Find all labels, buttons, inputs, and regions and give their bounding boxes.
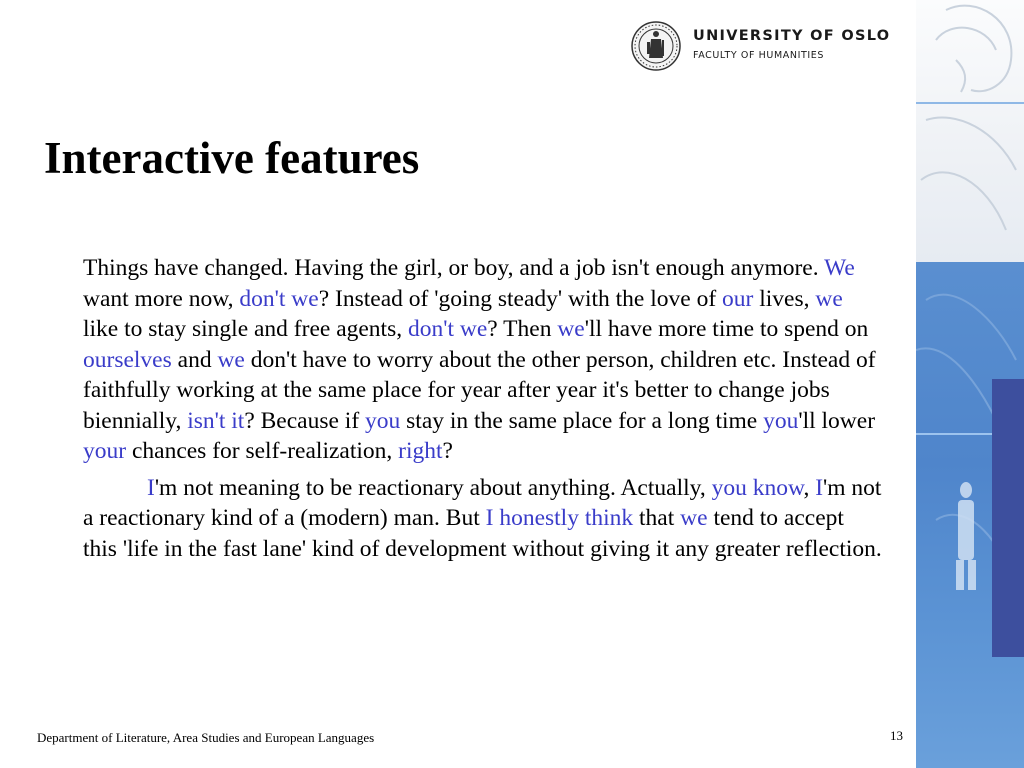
- highlighted-phrase: don't we: [239, 285, 319, 312]
- text-segment: like to stay single and free agents,: [83, 316, 408, 342]
- highlighted-phrase: we: [557, 316, 585, 342]
- text-segment: tend to accept this 'life in the fast lane' kind of development without giving it any greater reflection.: [83, 505, 882, 562]
- text-segment: don't have to worry about the other person, children etc. Instead of faithfully working at the same place for year after year it's better to change jobs biennially,: [83, 346, 876, 434]
- highlighted-phrase: isn't it: [187, 407, 245, 434]
- text-segment: Things have changed. Having the girl, or boy, and a job isn't enough anymore.: [83, 255, 825, 281]
- body-paragraph: [83, 253, 883, 467]
- band-accent-bar: [992, 379, 1024, 657]
- text-segment: 'll lower: [798, 407, 876, 434]
- text-segment: ? Because if: [244, 407, 366, 434]
- text-segment: 'll have more time to spend on: [584, 316, 869, 342]
- highlighted-phrase: I honestly think: [485, 505, 634, 531]
- highlighted-phrase: your: [83, 438, 127, 464]
- text-segment: and: [171, 346, 218, 373]
- highlighted-phrase: right: [398, 438, 443, 464]
- highlighted-phrase: we: [680, 505, 708, 531]
- text-segment: 'm not meaning to be reactionary about anything. Actually,: [154, 474, 712, 501]
- page-number: 13: [890, 728, 903, 743]
- text-segment: that: [633, 505, 681, 531]
- slide-title: Interactive features: [44, 133, 420, 183]
- text-segment: ?: [442, 438, 453, 464]
- text-segment: ,: [803, 474, 816, 501]
- highlighted-phrase: you know: [711, 474, 804, 501]
- highlighted-phrase: our: [722, 285, 754, 312]
- highlighted-phrase: I: [147, 474, 155, 501]
- university-name: UNIVERSITY OF OSLO: [693, 28, 891, 44]
- body-paragraph: [83, 473, 883, 565]
- faculty-name: FACULTY OF HUMANITIES: [693, 50, 825, 61]
- highlighted-phrase: we: [217, 346, 245, 373]
- highlighted-phrase: you: [763, 407, 799, 434]
- highlighted-phrase: we: [815, 285, 843, 312]
- highlighted-phrase: ourselves: [83, 346, 172, 373]
- highlighted-phrase: We: [824, 255, 855, 281]
- text-segment: ? Then: [487, 316, 558, 342]
- text-segment: lives,: [753, 285, 816, 312]
- text-segment: want more now,: [83, 285, 240, 312]
- university-seal-icon: [630, 20, 682, 72]
- text-segment: 'm not a reactionary kind of a (modern) man. But: [83, 474, 882, 531]
- university-logo: [630, 18, 890, 74]
- slide-body: [83, 253, 883, 564]
- text-segment: stay in the same place for a long time: [400, 407, 764, 434]
- highlighted-phrase: you: [365, 407, 401, 434]
- footer-department: Department of Literature, Area Studies and European Languages: [37, 730, 375, 745]
- highlighted-phrase: don't we: [407, 316, 488, 342]
- highlighted-phrase: I: [815, 474, 824, 501]
- text-segment: chances for self-realization,: [126, 438, 399, 464]
- text-segment: ? Instead of 'going steady' with the love of: [318, 285, 723, 312]
